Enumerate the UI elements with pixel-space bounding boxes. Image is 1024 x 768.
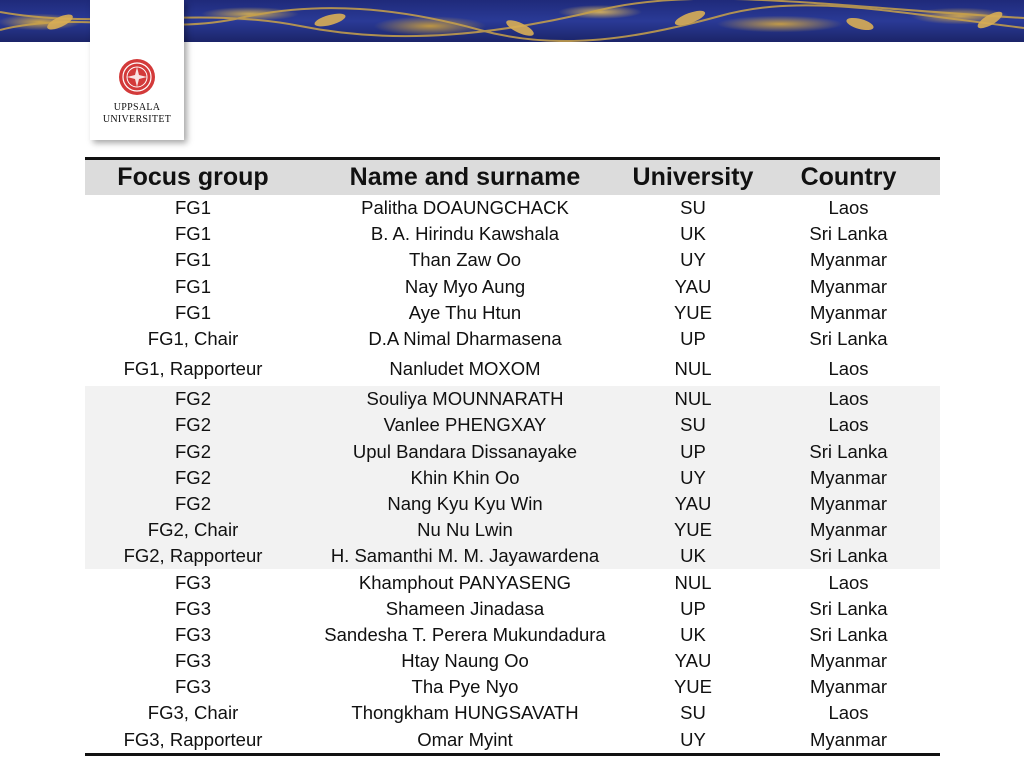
- cell-name: Shameen Jinadasa: [385, 597, 545, 619]
- university-name-line2: UNIVERSITET: [102, 114, 172, 125]
- cell-country: Laos: [828, 197, 869, 219]
- header-name: Name and surname: [301, 159, 629, 196]
- cell-focus-group: FG3: [175, 623, 211, 645]
- cell-country: Myanmar: [809, 249, 888, 271]
- cell-name: Nanludet MOXOM: [389, 358, 541, 380]
- cell-university: NUL: [674, 358, 712, 380]
- cell-name: Sandesha T. Perera Mukundadura: [324, 623, 606, 645]
- cell-focus-group: FG2: [85, 439, 301, 465]
- cell-country: Laos: [828, 702, 869, 724]
- table-row: [85, 674, 940, 700]
- cell-university: UP: [629, 439, 757, 465]
- cell-university: UP: [680, 328, 706, 350]
- table-row: [85, 648, 940, 674]
- cell-focus-group: FG1: [175, 275, 211, 297]
- table-row: [85, 491, 940, 517]
- cell-country: Sri Lanka: [757, 543, 940, 569]
- table-row: [85, 596, 940, 622]
- cell-country: Myanmar: [809, 650, 888, 672]
- cell-university: SU: [680, 197, 706, 219]
- cell-country: Laos: [828, 358, 869, 380]
- cell-name: Souliya MOUNNARATH: [301, 386, 629, 412]
- cell-university: YAU: [674, 650, 712, 672]
- cell-focus-group: FG2: [85, 386, 301, 412]
- cell-name: Nay Myo Aung: [404, 275, 526, 297]
- cell-name: Nu Nu Lwin: [301, 517, 629, 543]
- table-row: [85, 622, 940, 648]
- cell-name: Omar Myint: [301, 727, 629, 755]
- cell-name: D.A Nimal Dharmasena: [368, 328, 562, 350]
- cell-university: YAU: [674, 275, 712, 297]
- cell-university: NUL: [629, 386, 757, 412]
- cell-university: SU: [680, 702, 706, 724]
- cell-country: Myanmar: [809, 676, 888, 698]
- cell-country: Sri Lanka: [809, 597, 888, 619]
- header-focus-group: Focus group: [85, 159, 301, 196]
- focus-group-table: [85, 157, 940, 756]
- cell-country: Sri Lanka: [757, 439, 940, 465]
- cell-focus-group: FG1: [175, 223, 211, 245]
- table-row: [85, 195, 940, 221]
- table-row: [85, 439, 940, 465]
- cell-focus-group: FG3: [175, 597, 211, 619]
- cell-name: Khin Khin Oo: [301, 465, 629, 491]
- table-row: [85, 274, 940, 300]
- table-row: [85, 517, 940, 543]
- cell-university: YUE: [673, 301, 713, 323]
- cell-focus-group: FG2: [85, 465, 301, 491]
- header-country: Country: [757, 159, 940, 196]
- cell-focus-group: FG1: [175, 197, 211, 219]
- cell-focus-group: FG1, Chair: [147, 328, 239, 350]
- cell-focus-group: FG3: [175, 650, 211, 672]
- table-header-row: [85, 159, 940, 196]
- cell-university: UK: [680, 223, 706, 245]
- cell-name: Thongkham HUNGSAVATH: [351, 702, 579, 724]
- table-row: [85, 247, 940, 273]
- cell-focus-group: FG1: [175, 301, 211, 323]
- cell-focus-group: FG3, Chair: [147, 702, 239, 724]
- cell-university: UY: [629, 465, 757, 491]
- cell-focus-group: FG1, Rapporteur: [123, 358, 263, 380]
- cell-university: YUE: [629, 517, 757, 543]
- cell-country: Laos: [828, 571, 869, 593]
- table-row: [85, 700, 940, 726]
- cell-university: UY: [680, 249, 706, 271]
- cell-name: B. A. Hirindu Kawshala: [370, 223, 560, 245]
- cell-country: Myanmar: [757, 727, 940, 755]
- cell-university: UY: [629, 727, 757, 755]
- cell-country: Sri Lanka: [809, 223, 888, 245]
- table-row: [85, 326, 940, 352]
- cell-country: Myanmar: [809, 301, 888, 323]
- cell-university: UK: [680, 623, 706, 645]
- university-name-line1: UPPSALA: [113, 102, 161, 113]
- cell-country: Laos: [757, 386, 940, 412]
- university-name: [94, 102, 180, 126]
- cell-name: Khamphout PANYASENG: [358, 571, 572, 593]
- cell-university: YAU: [629, 491, 757, 517]
- cell-focus-group: FG2, Rapporteur: [85, 543, 301, 569]
- cell-name: Nang Kyu Kyu Win: [301, 491, 629, 517]
- cell-university: SU: [629, 412, 757, 438]
- table-row: [85, 221, 940, 247]
- cell-focus-group: FG2: [85, 491, 301, 517]
- university-seal-icon: [118, 58, 156, 96]
- cell-name: Tha Pye Nyo: [411, 676, 519, 698]
- table-row: [85, 412, 940, 438]
- cell-focus-group: FG3, Rapporteur: [85, 727, 301, 755]
- table-row: [85, 386, 940, 412]
- cell-focus-group: FG2: [85, 412, 301, 438]
- cell-focus-group: FG2, Chair: [85, 517, 301, 543]
- cell-university: NUL: [674, 571, 712, 593]
- cell-country: Myanmar: [757, 465, 940, 491]
- cell-focus-group: FG3: [175, 676, 211, 698]
- table-row: [85, 465, 940, 491]
- cell-country: Sri Lanka: [809, 328, 888, 350]
- table-row: [85, 569, 940, 595]
- cell-name: Than Zaw Oo: [408, 249, 522, 271]
- cell-name: Htay Naung Oo: [401, 650, 529, 672]
- cell-country: Laos: [757, 412, 940, 438]
- cell-name: Aye Thu Htun: [408, 301, 522, 323]
- cell-focus-group: FG1: [175, 249, 211, 271]
- table-row: [85, 352, 940, 386]
- cell-name: H. Samanthi M. M. Jayawardena: [301, 543, 629, 569]
- cell-name: Upul Bandara Dissanayake: [301, 439, 629, 465]
- table-row: [85, 300, 940, 326]
- header-university: University: [629, 159, 757, 196]
- cell-university: UP: [680, 597, 706, 619]
- cell-country: Myanmar: [809, 275, 888, 297]
- cell-country: Myanmar: [757, 491, 940, 517]
- table-row: [85, 727, 940, 755]
- cell-university: YUE: [673, 676, 713, 698]
- cell-name: Vanlee PHENGXAY: [301, 412, 629, 438]
- cell-country: Sri Lanka: [809, 623, 888, 645]
- cell-focus-group: FG3: [175, 571, 211, 593]
- table-row: [85, 543, 940, 569]
- cell-name: Palitha DOAUNGCHACK: [361, 197, 569, 219]
- cell-country: Myanmar: [757, 517, 940, 543]
- cell-university: UK: [629, 543, 757, 569]
